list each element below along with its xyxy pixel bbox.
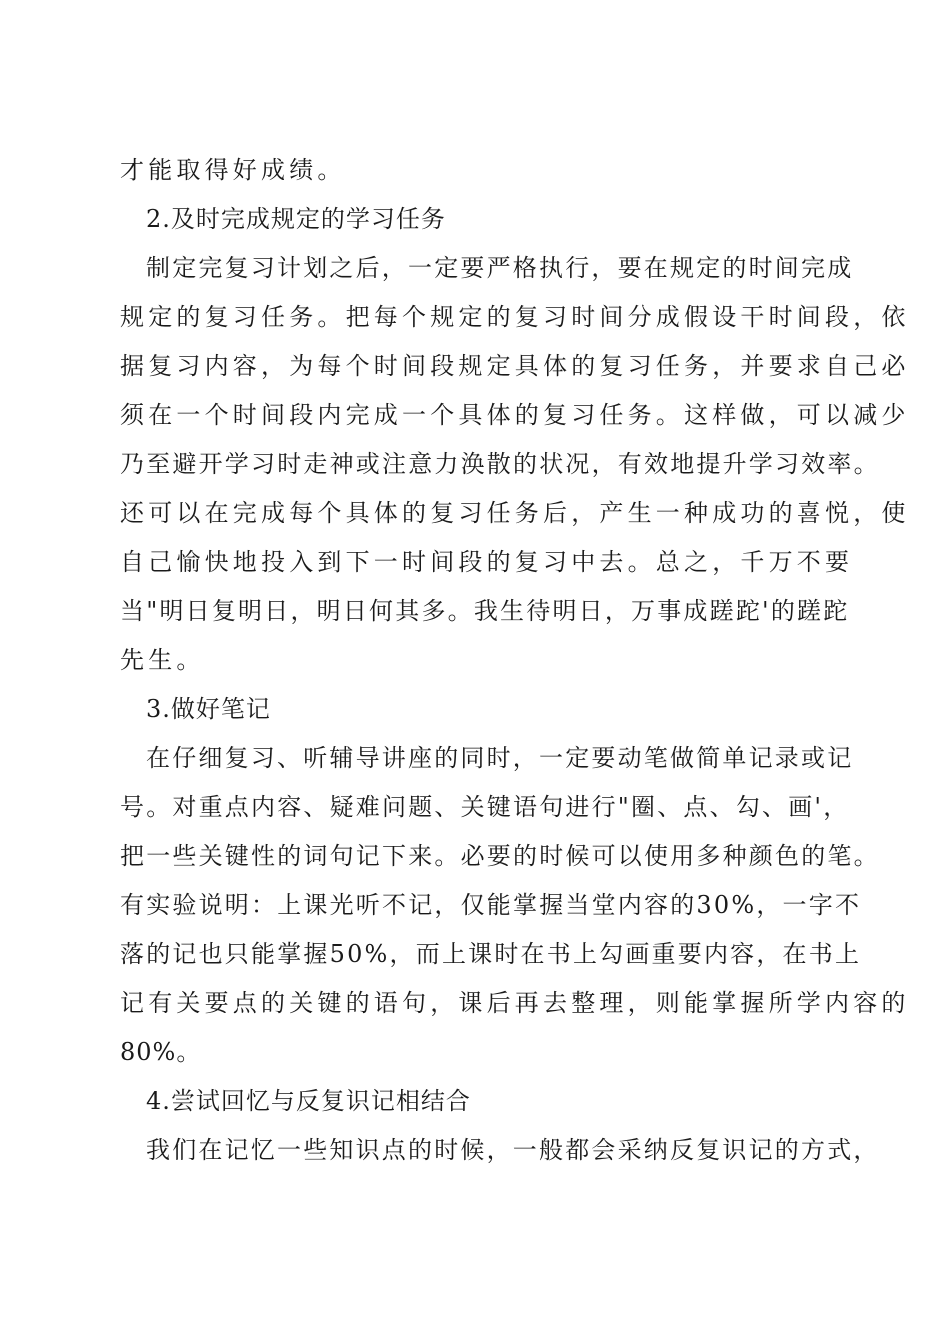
paragraph-line: 号。对重点内容、疑难问题、关键语句进行"圈、点、勾、画'， xyxy=(120,793,850,821)
section-heading-2: 2.及时完成规定的学习任务 xyxy=(146,205,446,233)
paragraph-line: 在仔细复习、听辅导讲座的同时，一定要动笔做简单记录或记 xyxy=(146,744,854,772)
paragraph-line: 当"明日复明日，明日何其多。我生待明日，万事成蹉跎'的蹉跎 xyxy=(120,597,850,625)
paragraph-line: 才能取得好成绩。 xyxy=(120,156,346,184)
paragraph-line: 落的记也只能掌握50%，而上课时在书上勾画重要内容，在书上 xyxy=(120,940,862,968)
section-heading-4: 4.尝试回忆与反复识记相结合 xyxy=(146,1087,471,1115)
paragraph-line: 把一些关键性的词句记下来。必要的时候可以使用多种颜色的笔。 xyxy=(120,842,880,870)
paragraph-line: 制定完复习计划之后，一定要严格执行，要在规定的时间完成 xyxy=(146,254,854,282)
paragraph-line: 80%。 xyxy=(120,1038,202,1066)
paragraph-line: 我们在记忆一些知识点的时候，一般都会采纳反复识记的方式， xyxy=(146,1136,880,1164)
paragraph-line: 据复习内容，为每个时间段规定具体的复习任务，并要求自己必 xyxy=(120,352,910,380)
paragraph-line: 有实验说明：上课光听不记，仅能掌握当堂内容的30%，一字不 xyxy=(120,891,862,919)
paragraph-line: 记有关要点的关键的语句，课后再去整理，则能掌握所学内容的 xyxy=(120,989,910,1017)
paragraph-line: 规定的复习任务。把每个规定的复习时间分成假设干时间段，依 xyxy=(120,303,910,331)
paragraph-line: 乃至避开学习时走神或注意力涣散的状况，有效地提升学习效率。 xyxy=(120,450,880,478)
paragraph-line: 须在一个时间段内完成一个具体的复习任务。这样做，可以减少 xyxy=(120,401,910,429)
paragraph-line: 还可以在完成每个具体的复习任务后，产生一种成功的喜悦，使 xyxy=(120,499,910,527)
paragraph-line: 先生。 xyxy=(120,646,205,674)
paragraph-line: 自己愉快地投入到下一时间段的复习中去。总之，千万不要 xyxy=(120,548,854,576)
section-heading-3: 3.做好笔记 xyxy=(146,695,271,723)
